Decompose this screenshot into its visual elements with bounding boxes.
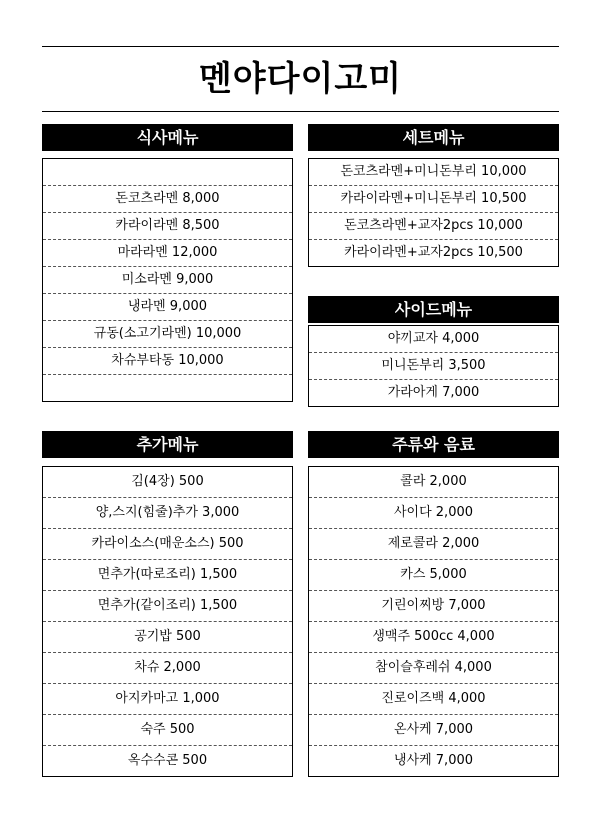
menu-item: 면추가(같이조리) 1,500 [43,590,292,621]
menu-item: 냉사케 7,000 [309,745,558,776]
menu-item: 콜라 2,000 [400,474,467,489]
menu-item: 아지카마고 1,000 [43,683,292,714]
menu-item: 온사케 7,000 [309,714,558,745]
menu-item: 마라라멘 12,000 [43,239,292,266]
menu-item: 차슈부타동 10,000 [43,347,292,374]
set-menu-list [308,158,559,267]
drinks-menu-section [308,431,559,777]
page-title: 멘야다이고미 [198,59,403,99]
menu-item: 냉라멘 9,000 [43,293,292,320]
menu-item: 사이다 2,000 [309,497,558,528]
menu-item: 김(4장) 500 [131,474,204,489]
meal-menu-header: 식사메뉴 [42,124,293,151]
menu-item [43,374,292,401]
menu-item: 돈코츠라멘+미니돈부리 10,000 [340,164,527,179]
menu-item: 차슈 2,000 [43,652,292,683]
menu-item: 숙주 500 [43,714,292,745]
side-menu-header: 사이드메뉴 [308,296,559,323]
title-bottom-rule [42,111,559,112]
menu-item: 돈코츠라멘+교자2pcs 10,000 [309,212,558,239]
menu-item: 미소라멘 9,000 [43,266,292,293]
drinks-menu-header: 주류와 음료 [308,431,559,458]
menu-item: 규동(소고기라멘) 10,000 [43,320,292,347]
meal-menu-list [42,158,293,402]
menu-item: 가라아게 7,000 [309,379,558,406]
drinks-menu-list [308,466,559,777]
menu-item: 제로콜라 2,000 [309,528,558,559]
menu-item: 카라이라멘+교자2pcs 10,500 [309,239,558,266]
menu-item: 카라이라멘+미니돈부리 10,500 [309,185,558,212]
menu-item: 진로이즈백 4,000 [309,683,558,714]
extra-menu-section [42,431,293,777]
menu-item: 공기밥 500 [43,621,292,652]
menu-item: 카스 5,000 [309,559,558,590]
set-menu-section [308,124,559,267]
set-menu-header: 세트메뉴 [308,124,559,151]
menu-item: 미니돈부리 3,500 [309,352,558,379]
menu-item: 카라이라멘 8,500 [43,212,292,239]
menu-item: 옥수수콘 500 [43,745,292,776]
menu-item: 돈코츠라멘 8,000 [43,185,292,212]
meal-menu-section [42,124,293,402]
extra-menu-header: 추가메뉴 [42,431,293,458]
menu-item [43,159,292,185]
menu-item: 참이슬후레쉬 4,000 [309,652,558,683]
menu-item: 카라이소스(매운소스) 500 [43,528,292,559]
side-menu-section [308,296,559,407]
menu-item: 생맥주 500cc 4,000 [309,621,558,652]
menu-item: 면추가(따로조리) 1,500 [43,559,292,590]
menu-item: 양,스지(힘줄)추가 3,000 [43,497,292,528]
top-rule [42,46,559,47]
menu-item: 야끼교자 4,000 [387,331,480,346]
menu-item: 기린이찌방 7,000 [309,590,558,621]
side-menu-list [308,325,559,407]
extra-menu-list [42,466,293,777]
